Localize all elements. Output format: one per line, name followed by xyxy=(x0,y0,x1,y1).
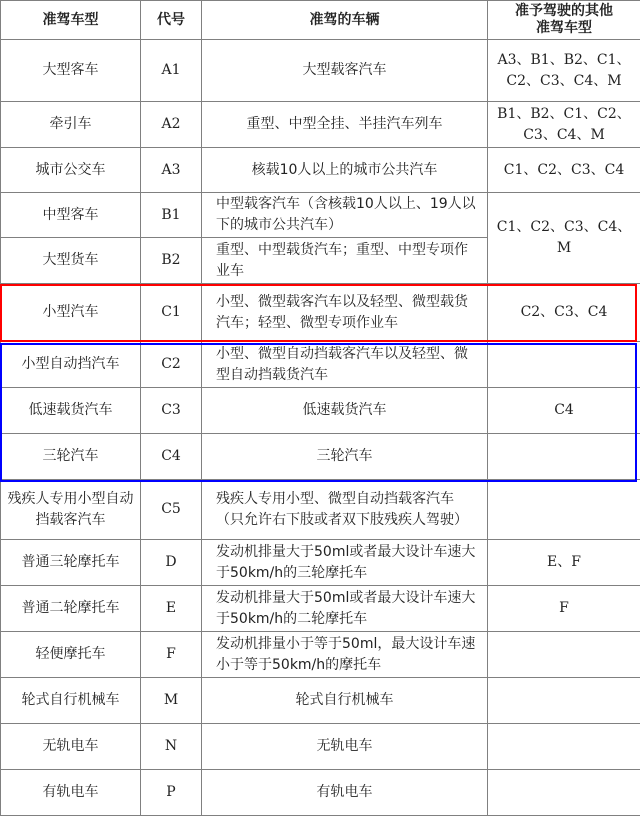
cell-code: C1 xyxy=(141,284,202,342)
cell-vehicles: 发动机排量大于50ml或者最大设计车速大于50km/h的二轮摩托车 xyxy=(202,586,488,632)
cell-others: C2、C3、C4 xyxy=(488,284,640,342)
cell-vehicles: 小型、微型自动挡载客汽车以及轻型、微型自动挡载货汽车 xyxy=(202,342,488,388)
cell-vehicles: 低速载货汽车 xyxy=(202,388,488,434)
cell-type: 大型客车 xyxy=(1,40,141,102)
table-header-row xyxy=(1,1,640,40)
cell-type: 牵引车 xyxy=(1,102,141,148)
cell-others: C1、C2、C3、C4、M xyxy=(488,193,640,284)
cell-code: B2 xyxy=(141,238,202,284)
cell-others xyxy=(488,480,640,540)
cell-vehicles: 发动机排量小于等于50ml，最大设计车速小于等于50km/h的摩托车 xyxy=(202,632,488,678)
cell-others xyxy=(488,770,640,816)
cell-others xyxy=(488,724,640,770)
cell-code: B1 xyxy=(141,193,202,238)
table-row xyxy=(1,770,640,816)
cell-type: 普通二轮摩托车 xyxy=(1,586,141,632)
cell-vehicles: 小型、微型载客汽车以及轻型、微型载货汽车；轻型、微型专项作业车 xyxy=(202,284,488,342)
table-row xyxy=(1,434,640,480)
header-type: 准驾车型 xyxy=(1,1,141,40)
cell-others: C1、C2、C3、C4 xyxy=(488,148,640,193)
table-row xyxy=(1,342,640,388)
cell-type: 残疾人专用小型自动挡载客汽车 xyxy=(1,480,141,540)
table-row xyxy=(1,480,640,540)
table-row xyxy=(1,586,640,632)
cell-vehicles: 重型、中型全挂、半挂汽车列车 xyxy=(202,102,488,148)
cell-vehicles: 中型载客汽车（含核载10人以上、19人以下的城市公共汽车） xyxy=(202,193,488,238)
table-row xyxy=(1,388,640,434)
cell-code: C5 xyxy=(141,480,202,540)
cell-type: 有轨电车 xyxy=(1,770,141,816)
cell-others xyxy=(488,342,640,388)
table-row xyxy=(1,284,640,342)
cell-vehicles: 核载10人以上的城市公共汽车 xyxy=(202,148,488,193)
cell-type: 普通三轮摩托车 xyxy=(1,540,141,586)
cell-vehicles: 发动机排量大于50ml或者最大设计车速大于50km/h的三轮摩托车 xyxy=(202,540,488,586)
cell-type: 无轨电车 xyxy=(1,724,141,770)
cell-type: 小型汽车 xyxy=(1,284,141,342)
cell-vehicles: 无轨电车 xyxy=(202,724,488,770)
cell-others: F xyxy=(488,586,640,632)
cell-others xyxy=(488,632,640,678)
table-row xyxy=(1,148,640,193)
cell-type: 低速载货汽车 xyxy=(1,388,141,434)
table-row xyxy=(1,724,640,770)
cell-type: 中型客车 xyxy=(1,193,141,238)
cell-code: C2 xyxy=(141,342,202,388)
table-row xyxy=(1,102,640,148)
cell-code: F xyxy=(141,632,202,678)
cell-others: E、F xyxy=(488,540,640,586)
cell-type: 三轮汽车 xyxy=(1,434,141,480)
table-row xyxy=(1,193,640,238)
table-row xyxy=(1,632,640,678)
cell-type: 小型自动挡汽车 xyxy=(1,342,141,388)
cell-code: A1 xyxy=(141,40,202,102)
cell-type: 城市公交车 xyxy=(1,148,141,193)
cell-vehicles: 轮式自行机械车 xyxy=(202,678,488,724)
cell-code: C4 xyxy=(141,434,202,480)
cell-code: M xyxy=(141,678,202,724)
cell-code: C3 xyxy=(141,388,202,434)
table-row xyxy=(1,540,640,586)
cell-others: A3、B1、B2、C1、C2、C3、C4、M xyxy=(488,40,640,102)
cell-type: 轻便摩托车 xyxy=(1,632,141,678)
cell-vehicles: 重型、中型载货汽车；重型、中型专项作业车 xyxy=(202,238,488,284)
table-row xyxy=(1,40,640,102)
cell-code: P xyxy=(141,770,202,816)
cell-code: A2 xyxy=(141,102,202,148)
cell-code: A3 xyxy=(141,148,202,193)
cell-vehicles: 大型载客汽车 xyxy=(202,40,488,102)
cell-others: C4 xyxy=(488,388,640,434)
cell-vehicles: 残疾人专用小型、微型自动挡载客汽车（只允许右下肢或者双下肢残疾人驾驶） xyxy=(202,480,488,540)
cell-code: D xyxy=(141,540,202,586)
header-code: 代号 xyxy=(141,1,202,40)
cell-others: B1、B2、C1、C2、C3、C4、M xyxy=(488,102,640,148)
table-row xyxy=(1,678,640,724)
cell-type: 轮式自行机械车 xyxy=(1,678,141,724)
cell-code: E xyxy=(141,586,202,632)
cell-vehicles: 三轮汽车 xyxy=(202,434,488,480)
header-vehicles: 准驾的车辆 xyxy=(202,1,488,40)
cell-type: 大型货车 xyxy=(1,238,141,284)
cell-others xyxy=(488,434,640,480)
cell-others xyxy=(488,678,640,724)
header-others: 准予驾驶的其他准驾车型 xyxy=(488,1,640,40)
cell-code: N xyxy=(141,724,202,770)
cell-vehicles: 有轨电车 xyxy=(202,770,488,816)
